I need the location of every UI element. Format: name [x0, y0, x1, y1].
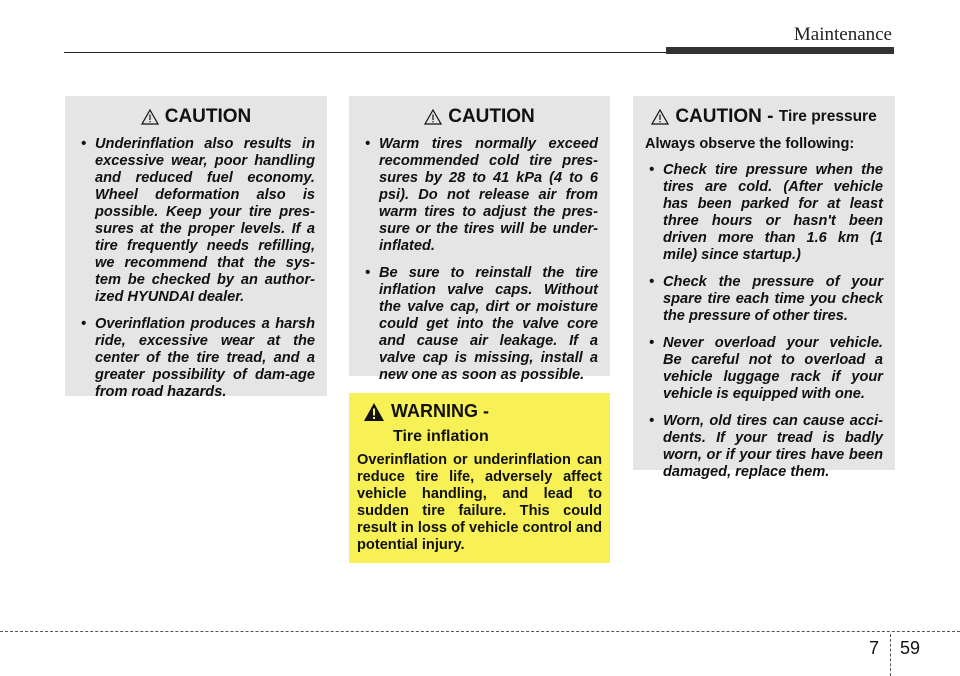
caution-title: [77, 106, 315, 128]
caution-title: [645, 106, 883, 128]
list-item: • Check tire pressure when the tires are cold. (After vehicle has been parked for at least three hours or hasn't been driven more than 1.6 km (1 mile) since startup.): [645, 162, 883, 264]
list-item: • Check the pressure of your spare tire each time you check the pressure of other tires.: [645, 274, 883, 325]
warning-box-tire-inflation: [349, 393, 610, 563]
list-item: • Warm tires normally exceed recommended cold tire pres-sures by 28 to 41 kPa (4 to 6 psi). Do not release air from warm tires to adjust the pres-sure or the tires will be under-inflated.: [361, 136, 598, 255]
caution-intro: Always observe the following:: [645, 136, 855, 152]
caution-title-text: CAUTION: [164, 106, 252, 127]
page-number-divider: [890, 634, 891, 676]
list-item: • Underinflation also results in excessive wear, poor handling and reduced fuel economy. Wheel deformation also is possible. Keep your tire pres-sures at the proper levels. If a tire frequently needs refilling, we recommend that the sys-tem be checked by an author-ized HYUNDAI dealer.: [77, 136, 315, 306]
caution-box-tire-pressure: [633, 96, 895, 480]
chapter-number: 7: [869, 638, 880, 658]
list-item: • Be sure to reinstall the tire inflation valve caps. Without the valve cap, dirt or moisture could get into the valve core and cause air leakage. If a valve cap is missing, install a new one as soon as possible.: [361, 265, 598, 384]
warning-title-text: WARNING -: [391, 401, 489, 421]
list-item: • Overinflation produces a harsh ride, excessive wear at the center of the tire tread, and a greater possibility of dam-age from road hazards.: [77, 316, 315, 401]
caution-box-underinflation: [65, 96, 327, 400]
header-bar: [666, 47, 894, 54]
caution-triangle-icon: [141, 109, 159, 125]
caution-triangle-icon: [651, 109, 669, 125]
caution-box-warm-tires: [349, 96, 610, 383]
warning-subtitle: Tire inflation: [393, 428, 489, 445]
caution-title-text: CAUTION: [448, 106, 535, 127]
section-title: Maintenance: [793, 24, 892, 45]
page-number: 59: [900, 638, 921, 658]
list-item: • Worn, old tires can cause acci-dents. If your tread is badly worn, or if your tires have been damaged, replace them.: [645, 413, 883, 481]
caution-title-text: CAUTION -: [675, 106, 774, 127]
caution-title: [361, 106, 598, 128]
footer-rule: [0, 631, 960, 632]
caution-subtitle: Tire pressure: [778, 108, 877, 125]
list-item: • Never overload your vehicle. Be careful not to overload a vehicle luggage rack if your vehicle is equipped with one.: [645, 335, 883, 403]
warning-body: Overinflation or underinflation can reduce tire life, adversely affect vehicle handling, and lead to sudden tire failure. This could result in loss of vehicle control and potential injury.: [357, 452, 602, 553]
warning-triangle-icon: [363, 402, 385, 422]
warning-title: [363, 401, 602, 422]
caution-triangle-icon: [424, 109, 442, 125]
